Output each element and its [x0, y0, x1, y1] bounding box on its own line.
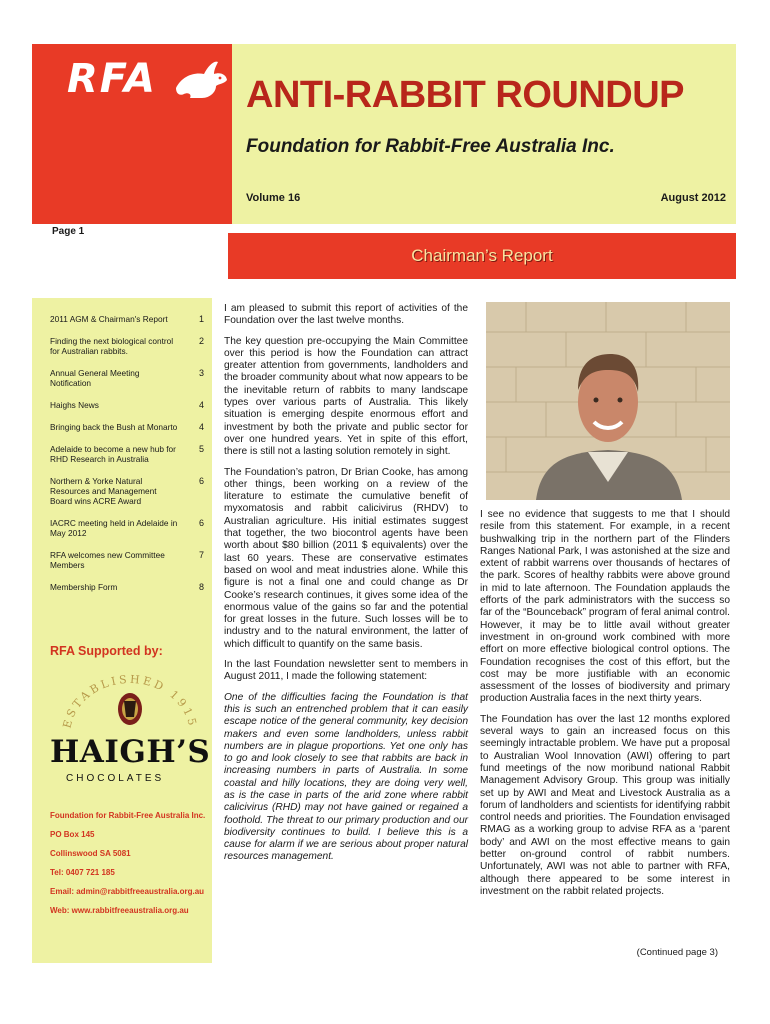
toc-title: Haighs News — [50, 400, 99, 410]
toc-page: 8 — [198, 582, 204, 592]
contact-details — [50, 810, 210, 924]
toc-page: 7 — [198, 550, 204, 560]
rfa-logo — [32, 44, 232, 224]
org-name: Foundation for Rabbit-Free Australia Inc. — [50, 811, 206, 820]
section-title: Chairman’s Report — [411, 246, 553, 265]
phone: Tel: 0407 721 185 — [50, 868, 115, 877]
newsletter-title: ANTI-RABBIT ROUNDUP — [246, 74, 685, 116]
toc-item[interactable] — [50, 444, 208, 464]
toc-title: Annual General Meeting Notification — [50, 368, 140, 388]
toc-item[interactable] — [50, 368, 208, 388]
address: Collinswood SA 5081 — [50, 849, 131, 858]
paragraph: The Foundation has over the last 12 months explored several ways to gain an increased focus on this seemingly intractable problem. We have put a proposal to Australian Wool Innovation (AWI) offering to part fund meetings of the now moribund national Rabbit Management Advisory Group. This group was initially set up by AWI and Meat and Livestock Australia as a forum of landholders and scientists for identifying rabbit control needs and priorities. The Foundation envisaged RMAG as a working group to advise RFA as a ‘parent body’ and AWI on the most effective means to gain better on-ground control of rabbit numbers. Unfortunately, AWI was not able to partner with RFA, although there appeared to be some interest in investment on the rabbit related projects. — [480, 713, 730, 897]
supported-by-heading: RFA Supported by: — [50, 644, 163, 658]
article-column-1 — [224, 303, 468, 872]
toc-page: 1 — [198, 314, 204, 324]
toc-title: Membership Form — [50, 582, 118, 592]
quoted-statement: One of the difficulties facing the Foundation is that this is such an entrenched problem that it can easily escape notice of the general community, key decision makers and even some landholders, unless rabbit numbers are in plague proportions. Yet one only has to go and look closely to see that rabbits are back in increasing numbers in parts of Australia. In some coastal and hilly locations, they are doing very well, as is the case in parts of the arid zone where rabbit calicivirus (RHD) may not have gained or regained a foothold. The threat to our primary production and our biodiversity continues to build. I believe this is a cause for alarm if we are serious about proper natural resources management. — [224, 691, 468, 863]
sponsor-name: HAIGH’S — [50, 734, 211, 770]
toc-item[interactable] — [50, 400, 208, 410]
toc-page: 2 — [198, 336, 204, 346]
toc-page: 6 — [198, 518, 204, 528]
paragraph: I am pleased to submit this report of activities of the Foundation over the last twelve months. — [224, 303, 468, 327]
toc-item[interactable] — [50, 336, 208, 356]
toc-title: Adelaide to become a new hub for RHD Research in Australia — [50, 444, 176, 464]
toc-page: 3 — [198, 368, 204, 378]
website-link[interactable]: Web: www.rabbitfreeaustralia.org.au — [50, 906, 189, 915]
paragraph: In the last Foundation newsletter sent to members in August 2011, I made the following statement: — [224, 659, 468, 683]
toc-page: 4 — [198, 422, 204, 432]
toc-item[interactable] — [50, 582, 208, 592]
toc-page: 4 — [198, 400, 204, 410]
page-number: Page 1 — [52, 226, 85, 237]
paragraph: The key question pre-occupying the Main Committee over this period is how the Foundation can attract greater attention from governments, landholders and the broader community about what now appears to be the inevitable return of rabbits to many landscape types over various parts of Australia. This likely situation is emerging despite enormous effort and investment by both the private and public sector for over one hundred years. Yet in spite of this effort, there is still not a lasting solution remotely in sight. — [224, 335, 468, 458]
continued-link[interactable]: (Continued page 3) — [636, 947, 718, 958]
toc-item[interactable] — [50, 550, 208, 570]
section-banner — [228, 233, 736, 279]
sponsor-subtitle: CHOCOLATES — [66, 773, 165, 784]
running-rabbit-icon — [172, 58, 230, 102]
toc-title: RFA welcomes new Committee Members — [50, 550, 165, 570]
paragraph: I see no evidence that suggests to me that I should resile from this statement. For example, in a recent bushwalking trip in the northern part of the Flinders Ranges National Park, I was astonished at the size and extent of rabbit warrens over thousands of hectares of the park. Scores of healthy rabbits were above ground in mid to late afternoon. The Foundation applauds the efforts of the park administrators with the success so far of the “Bounceback” program of feral animal control. However, it may be to little avail without greater investment in on-ground work combined with more effort on more effective biological control options. The Foundation recognises the cost of this effort, but the cost may be more justifiable with an economic assessment of the losses of biodiversity and primary production Australia faces in the next thirty years. — [480, 509, 730, 705]
email-link[interactable]: Email: admin@rabbitfreeaustralia.org.au — [50, 887, 205, 896]
issue-date: August 2012 — [660, 192, 726, 204]
logo-text: RFA — [67, 56, 157, 102]
toc-item[interactable] — [50, 476, 208, 506]
toc-page: 6 — [198, 476, 204, 486]
toc-item[interactable] — [50, 518, 208, 538]
table-of-contents — [50, 314, 208, 604]
sponsor-arc-text: ESTABLISHED 1915 — [60, 672, 200, 730]
toc-title: Bringing back the Bush at Monarto — [50, 422, 178, 432]
toc-page: 5 — [198, 444, 204, 454]
toc-title: IACRC meeting held in Adelaide in May 2012 — [50, 518, 178, 538]
masthead — [32, 44, 736, 224]
toc-title: Northern & Yorke Natural Resources and Management Board wins ACRE Award — [50, 476, 157, 506]
chairman-photo — [486, 302, 730, 500]
newsletter-subtitle: Foundation for Rabbit-Free Australia Inc. — [246, 136, 615, 157]
po-box: PO Box 145 — [50, 830, 95, 839]
toc-title: 2011 AGM & Chairman's Report — [50, 314, 168, 324]
toc-item[interactable] — [50, 422, 208, 432]
paragraph: The Foundation’s patron, Dr Brian Cooke, has among other things, been working on a review of the literature to estimate the cumulative benefit of myxomatosis and rabbit calicivirus (RHDV) to Australian agriculture. His initial estimates suggest that together, the two biocontrol agents have been worth about $80 billion (2011 $ equivalents) over the last 60 years. These are conservative estimates based on wool and meat industries alone. While this figure is not a final one and could change as Dr Cooke’s research continues, it gives some idea of the enormous value of the gains so far and the potential for great losses in the future. Such losses will be to industry and to the natural environment, the latter of which difficult to quantify on the same basis. — [224, 466, 468, 650]
article-column-2 — [480, 509, 730, 906]
toc-item[interactable] — [50, 314, 208, 324]
volume-label: Volume 16 — [246, 192, 301, 204]
toc-title: Finding the next biological control for Australian rabbits. — [50, 336, 174, 356]
sidebar — [32, 298, 212, 963]
